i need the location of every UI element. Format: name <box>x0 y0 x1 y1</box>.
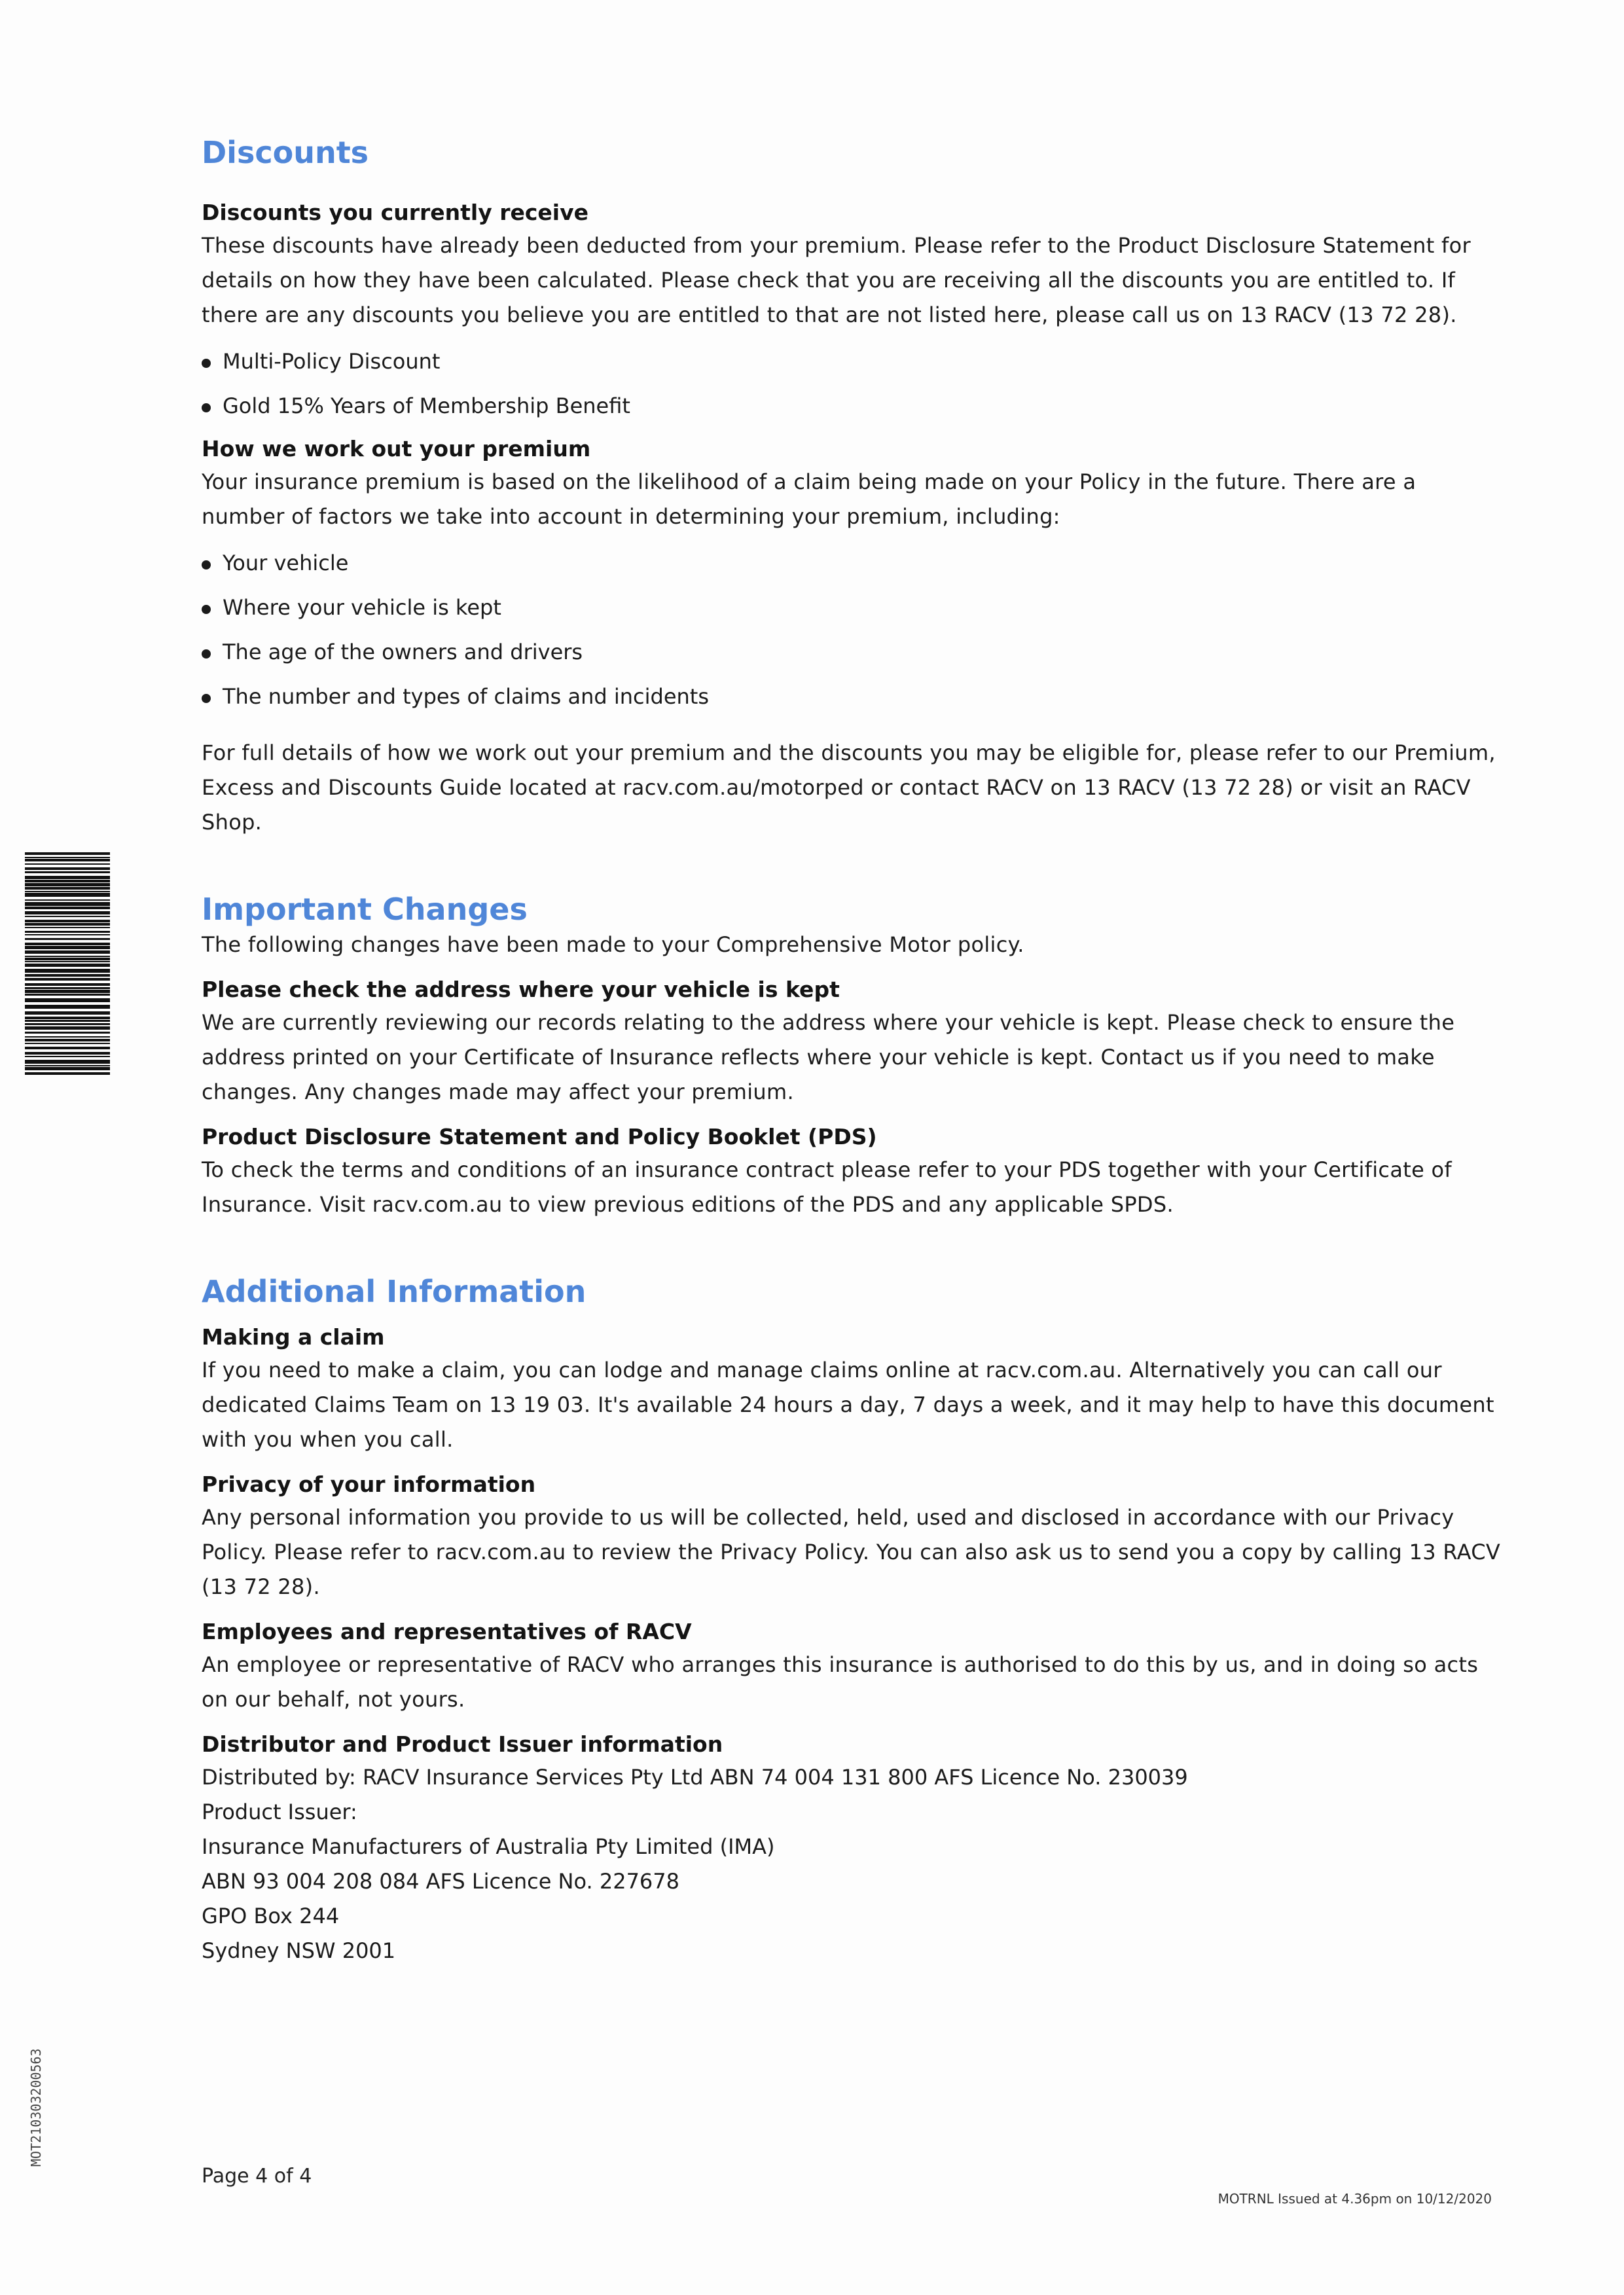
subheading-address-check: Please check the address where your vehicle is kept <box>202 977 840 1002</box>
barcode-bar <box>25 958 110 960</box>
barcode-bar <box>25 1056 110 1057</box>
barcode-bar <box>25 1017 110 1019</box>
side-reference-code: MOT210303200563 <box>28 2048 44 2167</box>
barcode-bar <box>25 863 110 865</box>
discount-list <box>202 346 1504 422</box>
distributor-line: ABN 93 004 208 084 AFS Licence No. 227678 <box>202 1869 679 1894</box>
subheading-premium: How we work out your premium <box>202 436 591 461</box>
barcode-bar <box>25 931 110 933</box>
barcode-bar <box>25 1032 110 1034</box>
barcode-bar <box>25 1072 110 1075</box>
paragraph-employees: An employee or representative of RACV who arranges this insurance is authorised to do this by us, and in doing so acts on our behalf, not yours. <box>202 1652 1479 1712</box>
barcode-bar <box>25 1065 110 1066</box>
barcode-bar <box>25 1005 110 1009</box>
section-title-additional-information: Additional Information <box>202 1274 586 1309</box>
list-item: Multi-Policy Discount <box>202 346 1504 377</box>
distributor-info <box>202 1760 1504 1968</box>
barcode-bar <box>25 987 110 989</box>
barcode-bar <box>25 994 110 996</box>
list-item: The age of the owners and drivers <box>202 636 1504 668</box>
barcode-bar <box>25 978 110 981</box>
barcode-bar <box>25 893 110 897</box>
barcode-bar <box>25 961 110 962</box>
barcode-bar <box>25 1060 110 1064</box>
barcode-bar <box>25 867 110 870</box>
barcode-bar <box>25 907 110 909</box>
barcode-bar <box>25 887 110 890</box>
barcode-bar <box>25 880 110 882</box>
paragraph-premium-details: For full details of how we work out your premium and the discounts you may be eligible for, please refer to our Premium, Excess and Discounts Guide located at racv.com.au/motorped or contact RACV on 13 RACV (13 72 28) or visit an RACV Shop. <box>202 740 1496 835</box>
subheading-distributor: Distributor and Product Issuer information <box>202 1731 723 1757</box>
barcode-bar <box>25 920 110 922</box>
barcode-bar <box>25 1036 110 1038</box>
barcode-bar <box>25 974 110 977</box>
list-item: The number and types of claims and incidents <box>202 681 1504 712</box>
barcode-bar <box>25 923 110 926</box>
barcode-bar <box>25 859 110 861</box>
barcode-bar <box>25 1039 110 1041</box>
barcode-graphic <box>25 852 110 1075</box>
paragraph-address-check: We are currently reviewing our records relating to the address where your vehicle is kept. Please check to ensure the address printed on your Certificate of Insurance reflects where your vehicle is kept. Contact us if you need to make changes. Any changes made may affect your premium. <box>202 1010 1455 1104</box>
barcode-bar <box>25 883 110 886</box>
barcode-bar <box>25 956 110 957</box>
barcode-bar <box>25 1052 110 1055</box>
barcode-bar <box>25 876 110 879</box>
paragraph-privacy: Any personal information you provide to us will be collected, held, used and disclosed in accordance with our Privacy Policy. Please refer to racv.com.au to review the Privacy Policy. You can also ask us to send you a copy by calling 13 RACV (13 72 28). <box>202 1505 1501 1599</box>
list-item: Your vehicle <box>202 547 1504 579</box>
paragraph-discounts-received: These discounts have already been deducted from your premium. Please refer to the Product Disclosure Statement for details on how they have been calculated. Please check that you are receiving all the discounts you are entitled to. If there are any discounts you believe you are entitled to that are not listed here, please call us on 13 RACV (13 72 28). <box>202 233 1471 327</box>
barcode-bar <box>25 857 110 858</box>
barcode-bar <box>25 891 110 892</box>
barcode-bar <box>25 934 110 935</box>
subheading-privacy: Privacy of your information <box>202 1472 536 1497</box>
paragraph-pds: To check the terms and conditions of an insurance contract please refer to your PDS together with your Certificate of Insurance. Visit racv.com.au to view previous editions of the PDS and any applicable SPDS. <box>202 1157 1452 1217</box>
barcode-bar <box>25 983 110 986</box>
barcode-bar <box>25 943 110 945</box>
distributor-line: Distributed by: RACV Insurance Services Pty Ltd ABN 74 004 131 800 AFS Licence No. 230039 <box>202 1765 1188 1790</box>
subheading-pds: Product Disclosure Statement and Policy Booklet (PDS) <box>202 1124 877 1149</box>
barcode-bar <box>25 852 110 855</box>
document-body <box>202 134 1504 1968</box>
barcode-bar <box>25 871 110 873</box>
barcode-bar <box>25 964 110 967</box>
barcode-bar <box>25 902 110 906</box>
distributor-line: Insurance Manufacturers of Australia Pty Limited (IMA) <box>202 1834 775 1859</box>
section-title-discounts: Discounts <box>202 135 369 170</box>
section-title-important-changes: Important Changes <box>202 892 528 927</box>
barcode-bar <box>25 998 110 1002</box>
paragraph-making-claim: If you need to make a claim, you can lodge and manage claims online at racv.com.au. Alternatively you can call our dedicated Claims Team on 13 19 03. It's available 24 hours a day, 7 days a week, and it may help to have this document with you when you call. <box>202 1358 1494 1452</box>
premium-factor-list <box>202 547 1504 712</box>
barcode-bar <box>25 1020 110 1022</box>
barcode-bar <box>25 969 110 973</box>
barcode-bar <box>25 1026 110 1030</box>
issued-stamp: MOTRNL Issued at 4.36pm on 10/12/2020 <box>1218 2191 1492 2207</box>
subheading-making-claim: Making a claim <box>202 1324 385 1350</box>
barcode-bar <box>25 911 110 914</box>
barcode-bar <box>25 899 110 901</box>
paragraph-premium: Your insurance premium is based on the likelihood of a claim being made on your Policy in the future. There are a number of factors we take into account in determining your premium, including: <box>202 469 1416 529</box>
list-item: Gold 15% Years of Membership Benefit <box>202 390 1504 422</box>
barcode-bar <box>25 1011 110 1015</box>
subheading-discounts-received: Discounts you currently receive <box>202 200 589 225</box>
barcode-bar <box>25 1043 110 1044</box>
barcode-bar <box>25 1023 110 1025</box>
distributor-line: Product Issuer: <box>202 1799 357 1824</box>
barcode-bar <box>25 946 110 949</box>
list-item: Where your vehicle is kept <box>202 592 1504 623</box>
paragraph-changes-intro: The following changes have been made to your Comprehensive Motor policy. <box>202 932 1024 957</box>
distributor-line: GPO Box 244 <box>202 1904 340 1928</box>
page-number: Page 4 of 4 <box>202 2165 312 2188</box>
barcode-bar <box>25 950 110 954</box>
barcode-bar <box>25 1047 110 1049</box>
barcode-bar <box>25 938 110 940</box>
distributor-line: Sydney NSW 2001 <box>202 1938 396 1963</box>
subheading-employees: Employees and representatives of RACV <box>202 1619 692 1644</box>
barcode-bar <box>25 990 110 993</box>
barcode-bar <box>25 916 110 917</box>
barcode-bar <box>25 927 110 928</box>
barcode-bar <box>25 1067 110 1070</box>
